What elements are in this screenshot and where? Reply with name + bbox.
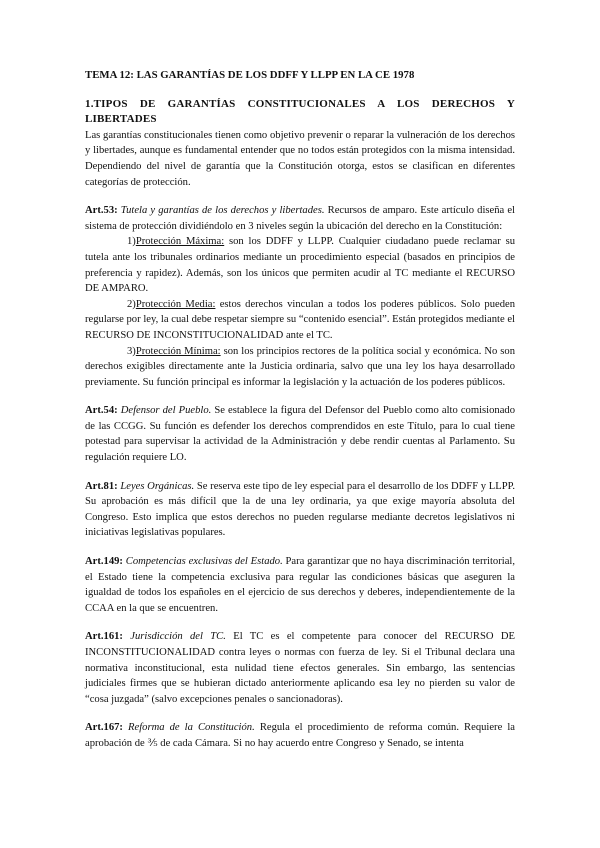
article-81 xyxy=(85,479,515,541)
article-149 xyxy=(85,554,515,616)
protection-level-2 xyxy=(85,297,515,344)
article-149-text: Para garantizar que no haya discriminación territorial, el Estado tiene la competencia exclusiva para regular las condiciones básicas que aseguren la igualdad de todos los españoles en el ejercicio de sus derechos y deberes, independientemente de la CCAA en la que se encuentren. xyxy=(85,556,515,614)
protection-level-1-text: son los DDFF y LLPP. Cualquier ciudadano puede reclamar su tutela ante los tribunales ordinarios mediante un procedimiento especial (basados en principios de preferencia y rapidez). Además, son los únicos que permiten acudir al TC mediante el RECURSO DE AMPARO. xyxy=(85,236,515,295)
article-54 xyxy=(85,403,515,465)
protection-level-1-label: Protección Máxima: xyxy=(135,236,225,248)
protection-level-3-text: son los principios rectores de la política social y económica. No son derechos exigibles directamente ante la Justicia ordinaria, salvo que una ley los haya desarrollado previamente. Su función principal es informar la legislación y la actuación de los poderes públicos. xyxy=(85,345,515,388)
article-81-text: Se reserva este tipo de ley especial para el desarrollo de los DDFF y LLPP. Su aprobación es más difícil que la de una ley ordinaria, ya que exige mayoría absoluta del Congreso. Esto implica que estos derechos no pueden regularse mediante decretos legislativos ni iniciativas legislativas populares. xyxy=(85,480,515,539)
protection-level-1-prefix: 1) xyxy=(127,236,136,248)
article-149-number: Art.149: xyxy=(85,556,123,568)
section-title: 1.TIPOS DE GARANTÍAS CONSTITUCIONALES A LOS DERECHOS Y LIBERTADES xyxy=(85,97,515,126)
protection-level-1 xyxy=(85,234,515,296)
article-53-title: Tutela y garantías de los derechos y libertades. xyxy=(120,205,325,217)
document-title: TEMA 12: LAS GARANTÍAS DE LOS DDFF Y LLPP EN LA CE 1978 xyxy=(85,69,415,81)
article-81-number: Art.81: xyxy=(85,480,118,492)
article-167 xyxy=(85,720,515,751)
article-161 xyxy=(85,629,515,707)
article-167-text: Regula el procedimiento de reforma común. Requiere la aprobación de ⅗ de cada Cámara. Si no hay acuerdo entre Congreso y Senado, se intenta xyxy=(85,722,515,749)
protection-level-2-label: Protección Media: xyxy=(135,298,216,310)
article-167-title: Reforma de la Constitución. xyxy=(128,722,255,734)
protection-level-3-label: Protección Mínima: xyxy=(135,345,221,357)
protection-level-2-text: estos derechos vinculan a todos los poderes públicos. Solo pueden regularse por ley, la cual debe respetar siempre su “contenido esencial”. Están protegidos mediante el RECURSO DE INCONSTITUCIONALIDAD ante el TC. xyxy=(85,298,515,341)
article-149-title: Competencias exclusivas del Estado. xyxy=(125,556,283,568)
article-53 xyxy=(85,203,515,234)
article-161-title: Jurisdicción del TC. xyxy=(130,631,226,643)
article-53-number: Art.53: xyxy=(85,205,118,217)
article-54-number: Art.54: xyxy=(85,405,118,417)
article-81-title: Leyes Orgánicas. xyxy=(120,480,195,492)
document-page xyxy=(85,68,515,752)
article-167-number: Art.167: xyxy=(85,722,123,734)
article-161-number: Art.161: xyxy=(85,631,123,643)
protection-level-2-prefix: 2) xyxy=(127,298,136,310)
article-54-title: Defensor del Pueblo. xyxy=(120,405,212,417)
article-54-text: Se establece la figura del Defensor del Pueblo como alto comisionado de las CCGG. Su función es defender los derechos comprendidos en este Título, para lo cual tiene potestad para supervisar la actividad de la Administración y debe rendir cuentas al Parlamento. Su regulación requiere LO. xyxy=(85,405,515,464)
article-53-text: Recursos de amparo. Este artículo diseña el sistema de protección dividiéndolo en 3 niveles según la ubicación del derecho en la Constitución: xyxy=(85,205,516,232)
article-161-text: El TC es el competente para conocer del RECURSO DE INCONSTITUCIONALIDAD contra leyes o normas con fuerza de ley. Si el Tribunal declara una normativa inconstitucional, esta nulidad tiene efectos generales. Sin embargo, las sentencias judiciales firmes que se hubieran dictado anteriormente aplicando esa ley no pierden su valor de “cosa juzgada” (salvo excepciones penales o sancionadoras). xyxy=(85,631,515,705)
intro-paragraph: Las garantías constitucionales tienen como objetivo prevenir o reparar la vulneración de los derechos y libertades, aunque es fundamental entender que no todos están protegidos con la misma intensidad. Dependiendo del nivel de garantía que la Constitución otorga, estos se clasifican en diferentes categorías de protección. xyxy=(85,129,515,188)
protection-level-3-prefix: 3) xyxy=(127,345,136,357)
protection-level-3 xyxy=(85,344,515,391)
